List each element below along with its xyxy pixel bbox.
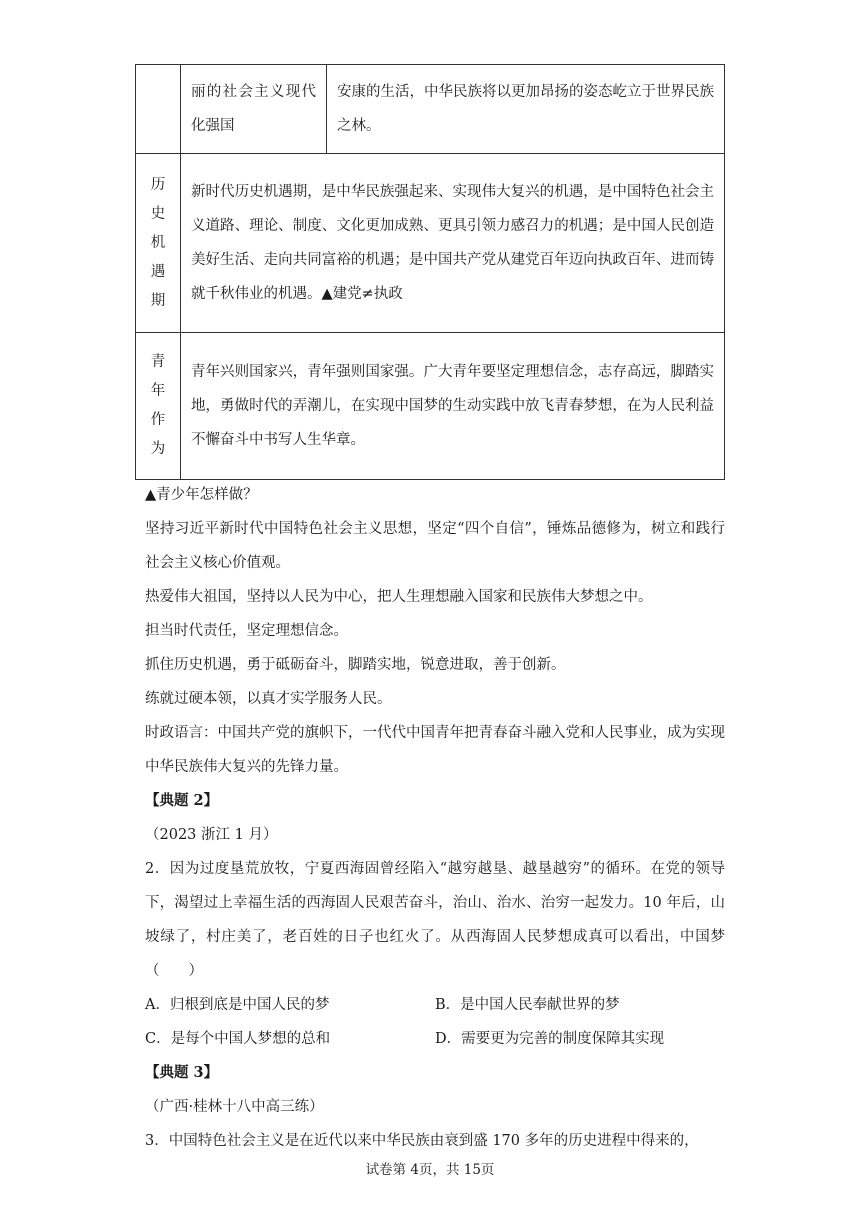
table-row <box>136 154 725 333</box>
cell-text: 安康的生活，中华民族将以更加昂扬的姿态屹立于世界民族之林。 <box>337 84 714 134</box>
example-heading: 【典题 3】 <box>145 1064 219 1081</box>
page-footer: 试卷第 4页，共 15页 <box>365 1162 495 1178</box>
paragraph: 抓住历史机遇，勇于砥砺奋斗，脚踏实地，锐意进取，善于创新。 <box>145 657 566 673</box>
option-a: A．归根到底是中国人民的梦 <box>145 997 330 1013</box>
question-stem: 3．中国特色社会主义是在近代以来中华民族由衰到盛 170 多年的历史进程中得来的， <box>145 1133 699 1149</box>
row-head-label: 历 史 机 遇 期 <box>150 176 166 309</box>
paragraph: 练就过硬本领，以真才实学服务人民。 <box>145 691 392 707</box>
row-head-cell <box>136 333 181 480</box>
paragraph: 担当时代责任，坚定理想信念。 <box>145 623 348 639</box>
cell-text: 丽的社会主义现代化强国 <box>191 84 316 134</box>
option-b: B．是中国人民奉献世界的梦 <box>435 997 620 1013</box>
table-row <box>136 65 725 154</box>
cell-text: 新时代历史机遇期，是中华民族强起来、实现伟大复兴的机遇，是中国特色社会主义道路、理论、制度、文化更加成熟、更具引领力感召力的机遇；是中国人民创造美好生活、走向共同富裕的机遇；是中国共产党从建党百年迈向执政百年、进而铸就千秋伟业的机遇。▲建党≠执政 <box>191 184 714 302</box>
cell-text: 青年兴则国家兴，青年强则国家强。广大青年要坚定理想信念，志存高远，脚踏实地，勇做时代的弄潮儿，在实现中国梦的生动实践中放飞青春梦想，在为人民利益不懈奋斗中书写人生华章。 <box>191 364 714 448</box>
row-head-cell <box>136 65 181 154</box>
row-content-cell <box>181 333 725 480</box>
row-mid-cell <box>181 65 327 154</box>
example-heading: 【典题 2】 <box>145 792 219 809</box>
question-stem: 2．因为过度垦荒放牧，宁夏西海固曾经陷入“越穷越垦、越垦越穷”的循环。在党的领导下，渴望过上幸福生活的西海固人民艰苦奋斗，治山、治水、治穷一起发力。10 年后，山坡绿了，村庄美了，老百姓的日子也红火了。从西海固人民梦想成真可以看出，中国梦（ ） <box>145 861 725 979</box>
row-head-label: 青 年 作 为 <box>150 354 166 457</box>
row-right-cell <box>327 65 725 154</box>
question-source: （2023 浙江 1 月） <box>145 827 278 843</box>
question-source: （广西·桂林十八中高三练） <box>145 1099 324 1115</box>
paragraph: 时政语言：中国共产党的旗帜下，一代代中国青年把青春奋斗融入党和人民事业，成为实现中华民族伟大复兴的先锋力量。 <box>145 725 725 775</box>
option-c: C．是每个中国人梦想的总和 <box>145 1031 331 1047</box>
answer-options <box>145 988 725 1056</box>
option-d: D．需要更为完善的制度保障其实现 <box>435 1031 665 1047</box>
question-heading: ▲青少年怎样做？ <box>145 487 258 503</box>
row-head-cell <box>136 154 181 333</box>
body-text <box>145 478 725 1158</box>
summary-table <box>135 64 725 480</box>
paragraph: 热爱伟大祖国，坚持以人民为中心，把人生理想融入国家和民族伟大梦想之中。 <box>145 589 653 605</box>
table-row <box>136 333 725 480</box>
row-content-cell <box>181 154 725 333</box>
paragraph: 坚持习近平新时代中国特色社会主义思想，坚定“四个自信”，锤炼品德修为，树立和践行社会主义核心价值观。 <box>145 521 725 571</box>
